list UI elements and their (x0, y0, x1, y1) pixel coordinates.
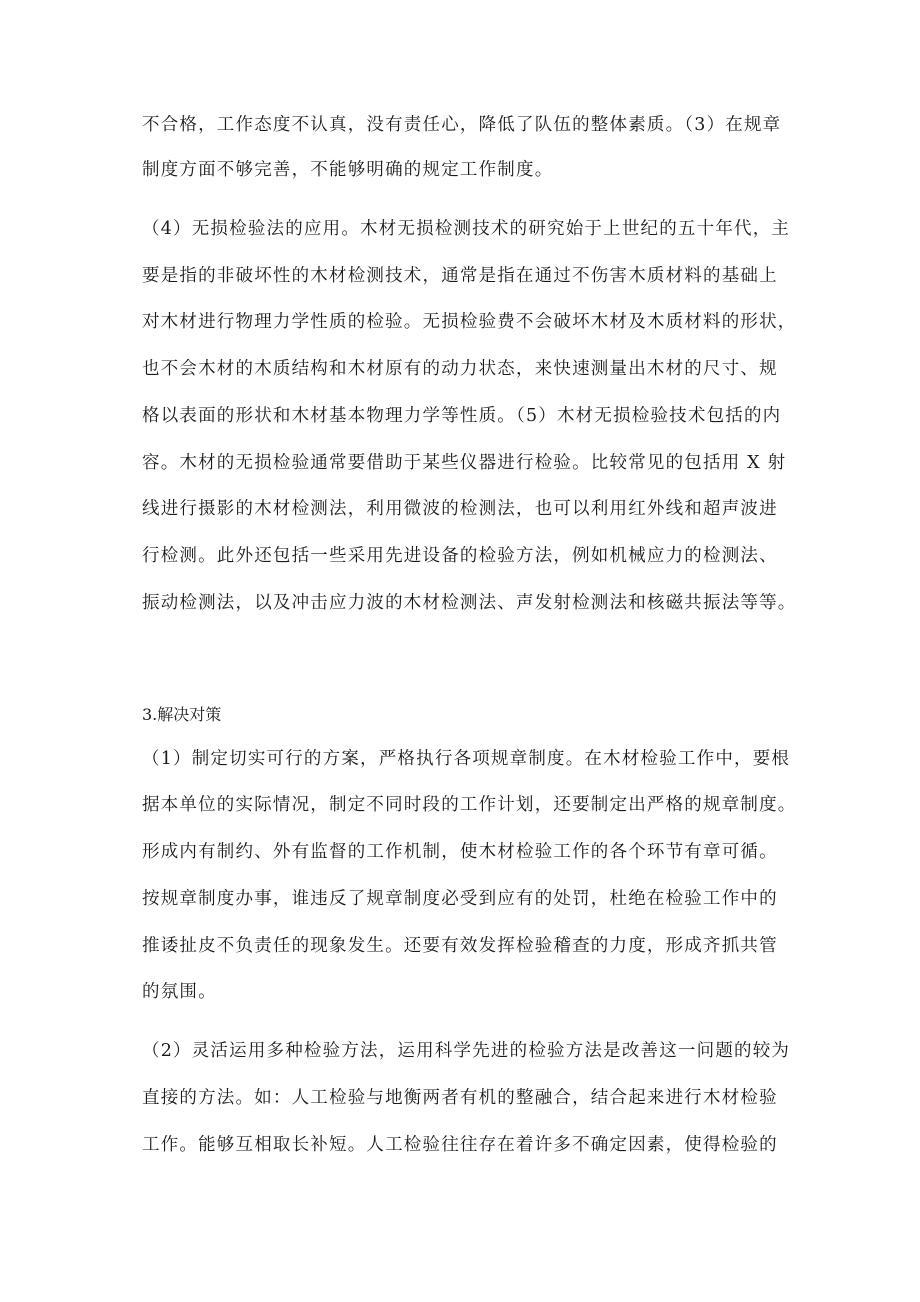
paragraph-line: 据本单位的实际情况，制定不同时段的工作计划，还要制定出严格的规章制度。 (142, 795, 797, 815)
paragraph-line: 线进行摄影的木材检测法，利用微波的检测法，也可以利用红外线和超声波进 (142, 499, 778, 519)
paragraph-line: 直接的方法。如：人工检验与地衡两者有机的整融合，结合起来进行木材检验 (142, 1088, 778, 1108)
paragraph-line: （2）灵活运用多种检验方法，运用科学先进的检验方法是改善这一问题的较为 (142, 1041, 791, 1061)
paragraph-line: 制度方面不够完善，不能够明确的规定工作制度。 (142, 160, 554, 180)
paragraph-line: 的氛围。 (142, 982, 217, 1002)
section-heading: 3.解决对策 (142, 705, 222, 724)
paragraph-line: 振动检测法，以及冲击应力波的木材检测法、声发射检测法和核磁共振法等等。 (142, 593, 797, 613)
paragraph-line: 对木材进行物理力学性质的检验。无损检验费不会破坏木材及木质材料的形状， (142, 312, 797, 332)
paragraph-line: 按规章制度办事，谁违反了规章制度必受到应有的处罚，杜绝在检验工作中的 (142, 889, 778, 909)
paragraph-line: 推诿扯皮不负责任的现象发生。还要有效发挥检验稽查的力度，形成齐抓共管 (142, 936, 778, 956)
paragraph-line: 格以表面的形状和木材基本物理力学等性质。（5）木材无损检验技术包括的内 (142, 406, 782, 426)
paragraph-line: 工作。能够互相取长补短。人工检验往往存在着许多不确定因素，使得检验的 (142, 1135, 778, 1155)
paragraph-line: 形成内有制约、外有监督的工作机制，使木材检验工作的各个环节有章可循。 (142, 842, 778, 862)
paragraph-line: （1）制定切实可行的方案，严格执行各项规章制度。在木材检验工作中，要根 (142, 749, 791, 769)
paragraph-line: （4）无损检验法的应用。木材无损检测技术的研究始于上世纪的五十年代，主 (142, 219, 791, 239)
paragraph-line: 容。木材的无损检验通常要借助于某些仪器进行检验。比较常见的包括用 X 射 (142, 453, 787, 473)
paragraph-line: 也不会木材的木质结构和木材原有的动力状态，来快速测量出木材的尺寸、规 (142, 359, 778, 379)
paragraph-line: 要是指的非破坏性的木材检测技术，通常是指在通过不伤害木质材料的基础上 (142, 266, 778, 286)
paragraph-line: 不合格，工作态度不认真，没有责任心，降低了队伍的整体素质。（3）在规章 (142, 115, 782, 135)
paragraph-line: 行检测。此外还包括一些采用先进设备的检验方法，例如机械应力的检测法、 (142, 546, 778, 566)
